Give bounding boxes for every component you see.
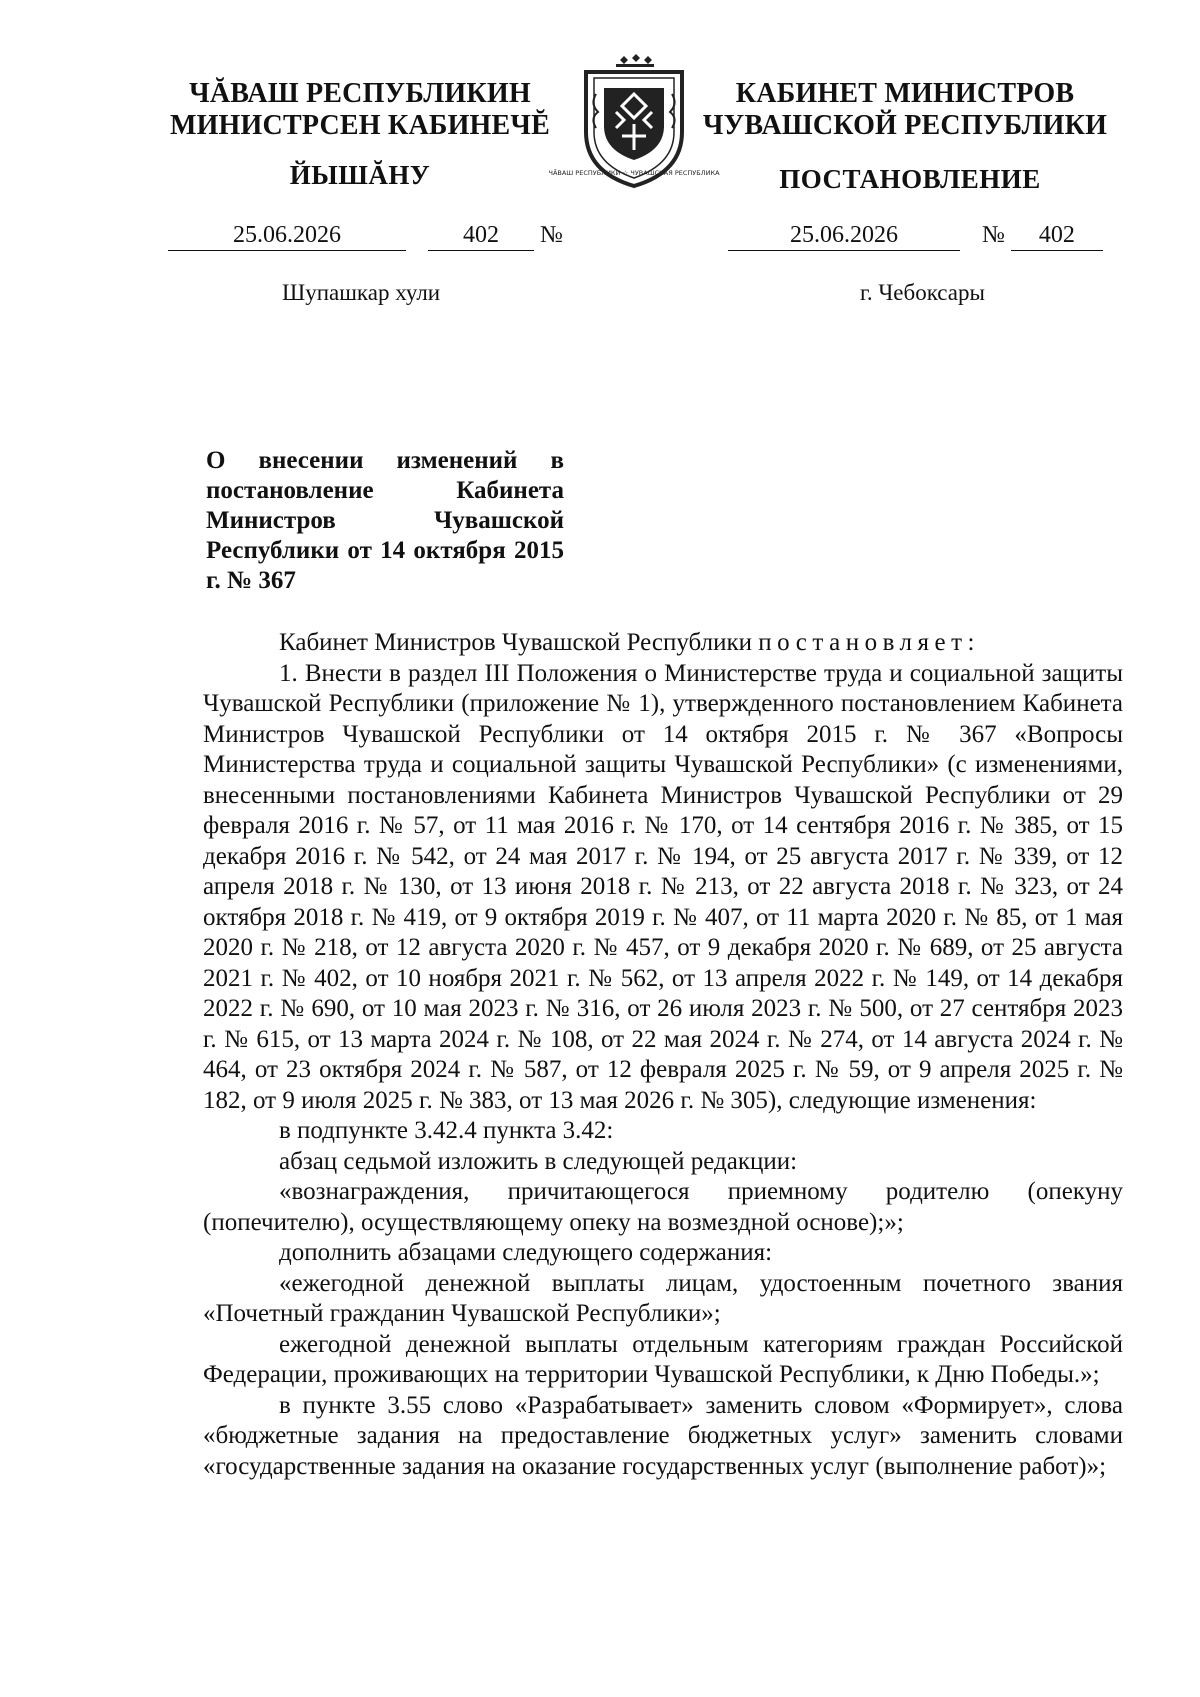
number-left: 402 [428, 220, 534, 251]
body-paragraph: ежегодной денежной выплаты отдельным категориям граждан Российской Федерации, проживающих на территории Чувашской Республики, к Дню Победы.»; [203, 1330, 1123, 1388]
body-paragraph: «вознаграждения, причитающегося приемному родителю (опекуну (попечителю), осуществляющему опеку на возмездной основе);»; [203, 1178, 1123, 1236]
number-right: 402 [1011, 220, 1103, 251]
place-left: Шупашкар хули [282, 280, 441, 305]
header-left-line2: МИНИСТРСЕН КАБИНЕЧĔ [169, 110, 551, 141]
emblem-text: ЧĂВАШ РЕСПУБЛИКИ ☆ ЧУВАШСКАЯ РЕСПУБЛИКА [548, 169, 720, 177]
date-right: 25.06.2026 [728, 220, 960, 251]
registration-right [728, 220, 1103, 252]
body-paragraph: «ежегодной денежной выплаты лицам, удостоенным почетного звания «Почетный гражданин Чувашской Республики»; [203, 1269, 1123, 1327]
document-subject: О внесении изменений в постановление Кабинета Министров Чувашской Республики от 14 октября 2015 г. № 367 [206, 447, 564, 594]
header-right [690, 78, 1120, 142]
body-paragraph: абзац седьмой изложить в следующей редакции: [279, 1147, 798, 1175]
registration-left [168, 220, 563, 252]
coat-of-arms-emblem [548, 54, 720, 190]
header-right-line2: ЧУВАШСКОЙ РЕСПУБЛИКИ [702, 110, 1108, 141]
body-paragraph: дополнить абзацами следующего содержания: [279, 1239, 773, 1266]
intro-prefix: Кабинет Министров Чувашской Республики [279, 629, 759, 656]
intro-decree-word: постановляет: [758, 629, 981, 656]
place-right: г. Чебоксары [860, 280, 985, 305]
number-sign-left: № [540, 222, 563, 248]
document-body [203, 628, 1123, 1482]
number-sign-right: № [982, 222, 1005, 248]
body-paragraph: в пункте 3.55 слово «Разрабатывает» заменить словом «Формирует», слова «бюджетные задания на предоставление бюджетных услуг» заменить словами «государственные задания на оказание государственных услуг (выполнение работ)»; [203, 1391, 1123, 1480]
header-left-line1: ЧĂВАШ РЕСПУБЛИКИН [189, 78, 531, 109]
date-left: 25.06.2026 [168, 220, 406, 251]
intro-paragraph [203, 628, 1123, 659]
doctype-left: ЙЫШĂНУ [289, 160, 431, 190]
doctype-right: ПОСТАНОВЛЕНИЕ [779, 164, 1041, 194]
body-paragraph: 1. Внести в раздел III Положения о Министерстве труда и социальной защиты Чувашской Республики (приложение № 1), утвержденного постановлением Кабинета Министров Чувашской Республики от 14 октября 2015 г. № 367 «Вопросы Министерства труда и социальной защиты Чувашской Республики» (с изменениями, внесенными постановлениями Кабинета Министров Чувашской Республики от 29 февраля 2016 г. № 57, от 11 мая 2016 г. № 170, от 14 сентября 2016 г. № 385, от 15 декабря 2016 г. № 542, от 24 мая 2017 г. № 194, от 25 августа 2017 г. № 339, от 12 апреля 2018 г. № 130, от 13 июня 2018 г. № 213, от 22 августа 2018 г. № 323, от 24 октября 2018 г. № 419, от 9 октября 2019 г. № 407, от 11 марта 2020 г. № 85, от 1 мая 2020 г. № 218, от 12 августа 2020 г. № 457, от 9 декабря 2020 г. № 689, от 25 августа 2021 г. № 402, от 10 ноября 2021 г. № 562, от 13 апреля 2022 г. № 149, от 14 декабря 2022 г. № 690, от 10 мая 2023 г. № 316, от 26 июля 2023 г. № 500, от 27 сентября 2023 г. № 615, от 13 марта 2024 г. № 108, от 22 мая 2024 г. № 274, от 14 августа 2024 г. № 464, от 23 октября 2024 г. № 587, от 12 февраля 2025 г. № 59, от 9 апреля 2025 г. № 182, от 9 июля 2025 г. № 383, от 13 мая 2026 г. № 305), следующие изменения: [203, 659, 1123, 1114]
header-left [160, 78, 560, 142]
body-paragraph: в подпункте 3.42.4 пункта 3.42: [279, 1117, 614, 1144]
header-right-line1: КАБИНЕТ МИНИСТРОВ [735, 78, 1075, 109]
